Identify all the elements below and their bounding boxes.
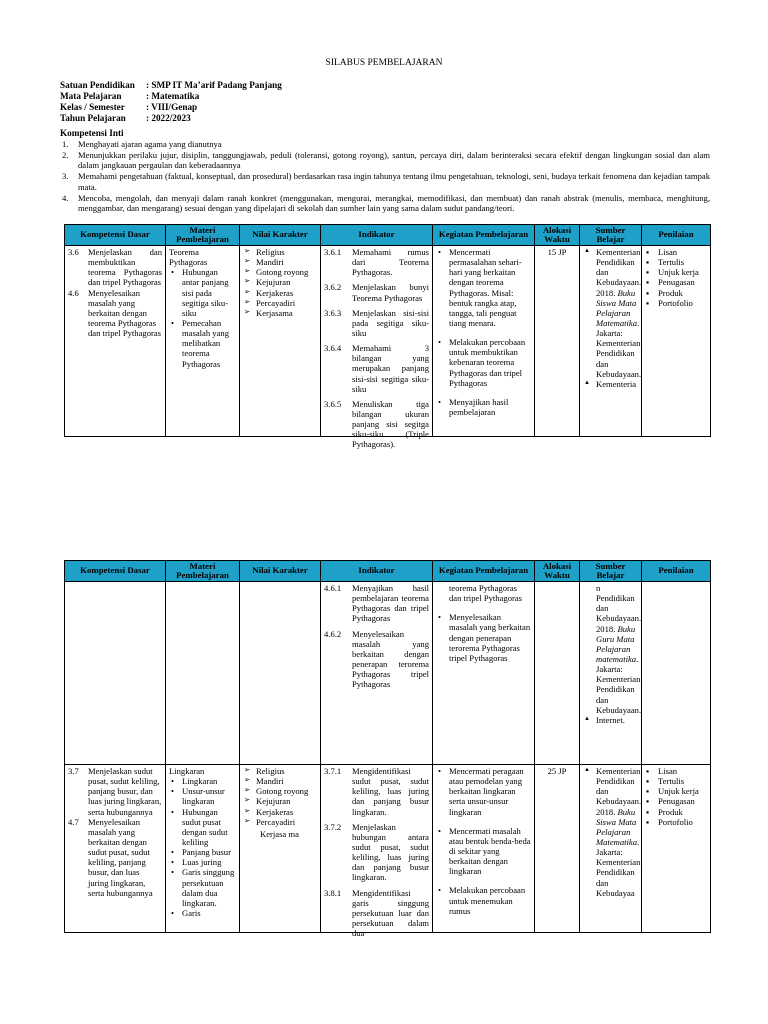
list-item: ➢ Gotong royong [243,786,317,796]
list-item: ▪ Tertulis [645,257,707,267]
sumber-text: Kementerian Pendidikan dan Kebudayaan. 2018. [596,247,642,298]
indikator-text: Memahami 3 bilangan yang merupakan panjang sisi-sisi segitiga siku-siku [352,343,429,394]
header-alokasi: Alokasi Waktu [535,561,580,582]
list-item: ▪ Unjuk kerja [645,786,707,796]
materi-title: Teorema Pythagoras [169,247,208,268]
sumber-list [583,766,642,898]
list-item: • Luas juring [169,857,236,867]
list-item [60,150,710,170]
header-kompetensi-dasar: Kompetensi Dasar [65,225,166,246]
indikator-item [324,583,429,624]
indikator-item [324,343,429,394]
sumber-text: . Jakarta: Kementerian Pendidikan dan Kebudayaan. [596,653,642,715]
list-item: • Melakukan percobaan untuk membuktikan kebenaran teorema Pythagoras dan tripel Pythagoras [436,337,531,388]
kd-cell [68,766,162,931]
indikator-item [324,766,429,817]
list-item: ➢ Percayadiri [243,817,317,827]
penilaian-list [645,247,707,308]
header-sumber: Sumber Belajar [580,225,642,246]
list-item: • Mencermati masalah atau bentuk benda-beda di sekitar yang berkaitan dengan lingkaran [436,826,531,877]
list-item [60,139,710,149]
kompetensi-inti-list [60,139,710,214]
indikator-item [324,629,429,690]
info-label: Kelas / Semester [60,102,125,112]
info-label: Tahun Pelajaran [60,113,126,123]
sumber-text: . Jakarta: Kementerian Pendidikan dan Kebudayaan. [596,317,642,379]
kd-item [68,766,162,817]
penilaian-cell [645,766,707,931]
info-row [60,102,282,113]
list-item [60,193,710,213]
kd-text: Menyelesaikan masalah yang berkaitan dengan teorema Pythagoras dan tripel Pythagoras [88,287,162,339]
kd-item [68,817,162,898]
kegiatan-list [436,766,531,916]
sumber-list [583,247,642,389]
list-number: 4. [62,192,69,203]
list-item: ▪ Portofolio [645,298,707,308]
sumber-book-title: Buku Siswa Mata Pelajaran Matematika [596,806,638,847]
list-item: ▪ Penugasan [645,796,707,806]
list-item: • Mencermati permasalahan sehari-hari yang berkaitan dengan teorema Pythagoras. Misal: bentuk rangka atap, tangga, tali penguat tiang menara. [436,247,531,328]
list-item: • Pemecahan masalah yang melibatkan teorema Pythagoras [169,318,236,369]
indikator-text: Menjelaskan bunyi Teorema Pythagoras [352,282,429,303]
indikator-item [324,282,429,302]
kd-number: 3.6 [68,247,79,257]
indikator-text: Mengidentifikasi garis singgung persekutuan luar dan persekutuan dalam dua [352,887,429,939]
kd-cell [68,247,162,435]
list-item: ➢ Percayadiri [243,298,317,308]
list-item: • Menyelesaikan masalah yang berkaitan dengan penerapan terorema Pythagoras tripel Pythagoras [436,612,531,663]
penilaian-cell [645,247,707,435]
table-row [65,765,711,933]
header-indikator: Indikator [321,225,433,246]
materi-cell [169,247,236,435]
indikator-text: Memahami rumus dari Teorema Pythagoras. [352,247,429,278]
list-item: ▪ Lisan [645,766,707,776]
kompetensi-inti-title: Kompetensi Inti [60,128,124,138]
info-value: : VIII/Genap [146,102,198,112]
kd-item [68,247,162,288]
kd-number: 4.6 [68,287,79,298]
indikator-text: Menyelesaikan masalah yang berkaitan dengan penerapan terorema Pythagoras tripel Pythagoras [352,628,429,690]
info-label: Satuan Pendidikan [60,80,135,90]
kegiatan-continuation: teorema Pythagoras dan tripel Pythagoras [449,583,523,604]
kd-number: 3.7 [68,766,79,776]
list-item: • Hubungan antar panjang sisi pada segitiga siku-siku [169,267,236,318]
list-item: ➢ Kerjasama [243,308,317,318]
info-value: : Matematika [146,91,200,101]
info-value: : SMP IT Ma’arif Padang Panjang [146,80,282,90]
indikator-item [324,247,429,277]
materi-title: Lingkaran [169,766,205,776]
sumber-text: n Pendidikan dan Kebudayaan. 2018. [596,583,642,634]
header-sumber: Sumber Belajar [580,561,642,582]
syllabus-table-1 [64,224,711,450]
list-number: 1. [62,139,69,149]
school-info [60,80,282,124]
list-item: ▪ Penugasan [645,277,707,287]
list-item: ▪ Unjuk kerja [645,267,707,277]
header-kompetensi-dasar: Kompetensi Dasar [65,561,166,582]
kd-number: 4.7 [68,816,79,827]
header-kegiatan: Kegiatan Pembelajaran [433,561,535,582]
list-item: ▪ Lisan [645,247,707,257]
kd-text: Menjelaskan dan membuktikan teorema Pythagoras dan tripel Pythagoras [88,247,162,288]
syllabus-table-2 [64,560,711,939]
kegiatan-cell [436,247,531,435]
indikator-item [324,822,429,883]
list-item: ➢ Kejujuran [243,796,317,806]
list-text: Mencoba, mengolah, dan menyaji dalam ranah konkret (menggunakan, mengurai, merangkai, memodifikasi, dan membuat) dan ranah abstrak (menulis, membaca, menghitung, menggambar, dan mengarang) sesuai dengan yang dipelajari di sekolah dan sumber lain yang sama dalam sudut pandang/teori. [78,192,710,213]
list-item: • Melakukan percobaan untuk menemukan rumus [436,885,531,915]
sumber-text: Kementerian Pendidikan dan Kebudayaan. 2018. [596,766,642,817]
sumber-cell [583,247,642,435]
sumber-continuation [583,583,642,715]
header-penilaian: Penilaian [642,225,711,246]
kegiatan-cell [436,583,531,763]
indikator-number: 3.6.4 [324,343,342,354]
list-item: ▪ Tertulis [645,776,707,786]
indikator-number: 3.6.3 [324,307,342,318]
alokasi-cell: 25 JP [547,766,567,776]
list-item [583,766,642,898]
indikator-number: 4.6.1 [324,583,342,593]
indikator-text: Mengidentifikasi sudut pusat, sudut keliling, luas juring dan panjang busur lingkaran. [352,766,429,817]
list-item: • Panjang busur [169,847,236,857]
indikator-item [324,399,429,450]
indikator-number: 3.7.2 [324,821,342,832]
list-item: ➢ Religius [243,766,317,776]
table-row [65,582,711,765]
list-item: ▲ Internet. [583,715,638,725]
list-item: • Hubungan sudut pusat dengan sudut keliling [169,807,236,848]
sumber-book-title: Buku Siswa Mata Pelajaran Matematika [596,287,638,328]
list-item: ▪ Produk [645,288,707,298]
nilai-cell [243,766,317,931]
penilaian-list [645,766,707,827]
list-item: ▪ Portofolio [645,817,707,827]
nilai-list [243,766,317,827]
page-title: SILABUS PEMBELAJARAN [325,58,443,68]
alokasi-cell [538,583,576,763]
list-item: • Lingkaran [169,776,236,786]
list-item: • Menyajikan hasil pembelajaran [436,397,531,417]
kegiatan-cell [436,766,531,931]
indikator-item [324,888,429,939]
header-indikator: Indikator [321,561,433,582]
header-materi: Materi Pembelajaran [166,225,240,246]
header-nilai-karakter: Nilai Karakter [240,561,321,582]
list-item: ➢ Kerjakeras [243,807,317,817]
indikator-number: 3.6.5 [324,398,342,409]
list-item: ➢ Mandiri [243,257,317,267]
list-item: ➢ Mandiri [243,776,317,786]
list-item: ➢ Kejujuran [243,277,317,287]
indikator-number: 4.6.2 [324,628,342,639]
table-header-row [65,561,711,582]
list-item: • Garis [169,908,236,918]
list-number: 2. [62,150,69,161]
indikator-cell [324,247,429,450]
header-nilai-karakter: Nilai Karakter [240,225,321,246]
indikator-text: Menuliskan tiga bilangan ukuran panjang sisi segitga siku-siku (Triple Pythagoras). [352,398,429,450]
sumber-cell [583,766,642,931]
penilaian-cell [645,583,707,763]
kegiatan-list [436,612,531,663]
nilai-list [243,247,317,318]
kd-text: Menyelesaikan masalah yang berkaitan dengan sudut pusat, sudut keliling, panjang busur, dan luas juring lingkaran, serta hubungannya [88,816,153,898]
indikator-number: 3.8.1 [324,887,342,898]
nilai-cell [243,583,317,763]
kd-item [68,288,162,339]
list-number: 3. [62,171,69,182]
list-item: ➢ Religius [243,247,317,257]
kd-text: Menjelaskan sudut pusat, sudut keliling, panjang busur, dan luas juring lingkaran, serta hubungannya [88,766,162,817]
materi-list [169,267,236,368]
info-label: Mata Pelajaran [60,91,122,101]
nilai-extra: Kerjasa ma [260,828,299,839]
list-item [60,171,710,191]
nilai-cell [243,247,317,435]
indikator-cell [324,766,429,939]
info-row [60,113,282,124]
alokasi-cell: 15 JP [547,247,567,257]
sumber-book-title: Buku Guru Mata Pelajaran matematika [596,623,637,664]
list-item: ▪ Produk [645,807,707,817]
kegiatan-list [436,247,531,417]
header-penilaian: Penilaian [642,561,711,582]
list-item: ➢ Kerjakeras [243,288,317,298]
list-item: ➢ Gotong royong [243,267,317,277]
indikator-cell [324,583,429,763]
header-alokasi: Alokasi Waktu [535,225,580,246]
materi-cell [169,583,236,763]
table-row [65,246,711,437]
info-row [60,91,282,102]
indikator-number: 3.6.2 [324,282,342,293]
list-item: • Garis singgung persekutuan dalam dua lingkaran. [169,867,236,908]
list-text: Menghayati ajaran agama yang dianutnya [78,139,222,149]
header-materi: Materi Pembelajaran [166,561,240,582]
info-row [60,80,282,91]
list-text: Memahami pengetahuan (faktual, konseptual, dan prosedural) berdasarkan rasa ingin tahunya tentang ilmu pengetahuan, teknologi, seni, budaya terkait fenomena dan kejadian tampak mata. [78,171,710,192]
sumber-text: . Jakarta: Kementerian Pendidikan dan Kebudayaa [596,836,641,898]
indikator-item [324,308,429,338]
list-text: Menunjukkan perilaku jujur, disiplin, tanggungjawab, peduli (toleransi, gotong royong), santun, percaya diri, dalam berinteraksi secara efektif dengan lingkungan sosial dan alam dalam jangkauan pergaulan dan keberadaannya [78,150,710,171]
indikator-number: 3.7.1 [324,766,342,776]
materi-list [169,776,236,918]
indikator-text: Menjelaskan hubungan antara sudut pusat, sudut keliling, luas juring dan panjang busur lingkaran. [352,821,429,883]
table-header-row [65,225,711,246]
list-item: ▲ Kementeria [583,379,638,389]
sumber-cell [583,583,642,763]
list-item [583,247,642,379]
list-item: • Mencermati peragaan atau pemodelan yang berkaitan lingkaran serta unsur-unsur lingkaran [436,766,531,817]
info-value: : 2022/2023 [146,113,191,123]
header-kegiatan: Kegiatan Pembelajaran [433,225,535,246]
list-item: • Unsur-unsur lingkaran [169,786,236,806]
indikator-text: Menjelaskan sisi-sisi pada segitiga siku-siku [352,307,429,338]
sumber-list [583,715,638,725]
materi-cell [169,766,236,931]
indikator-number: 3.6.1 [324,247,342,257]
kd-cell [68,583,162,763]
indikator-text: Menyajikan hasil pembelajaran teorema Pythagoras dan tripel Pythagoras [352,583,429,624]
